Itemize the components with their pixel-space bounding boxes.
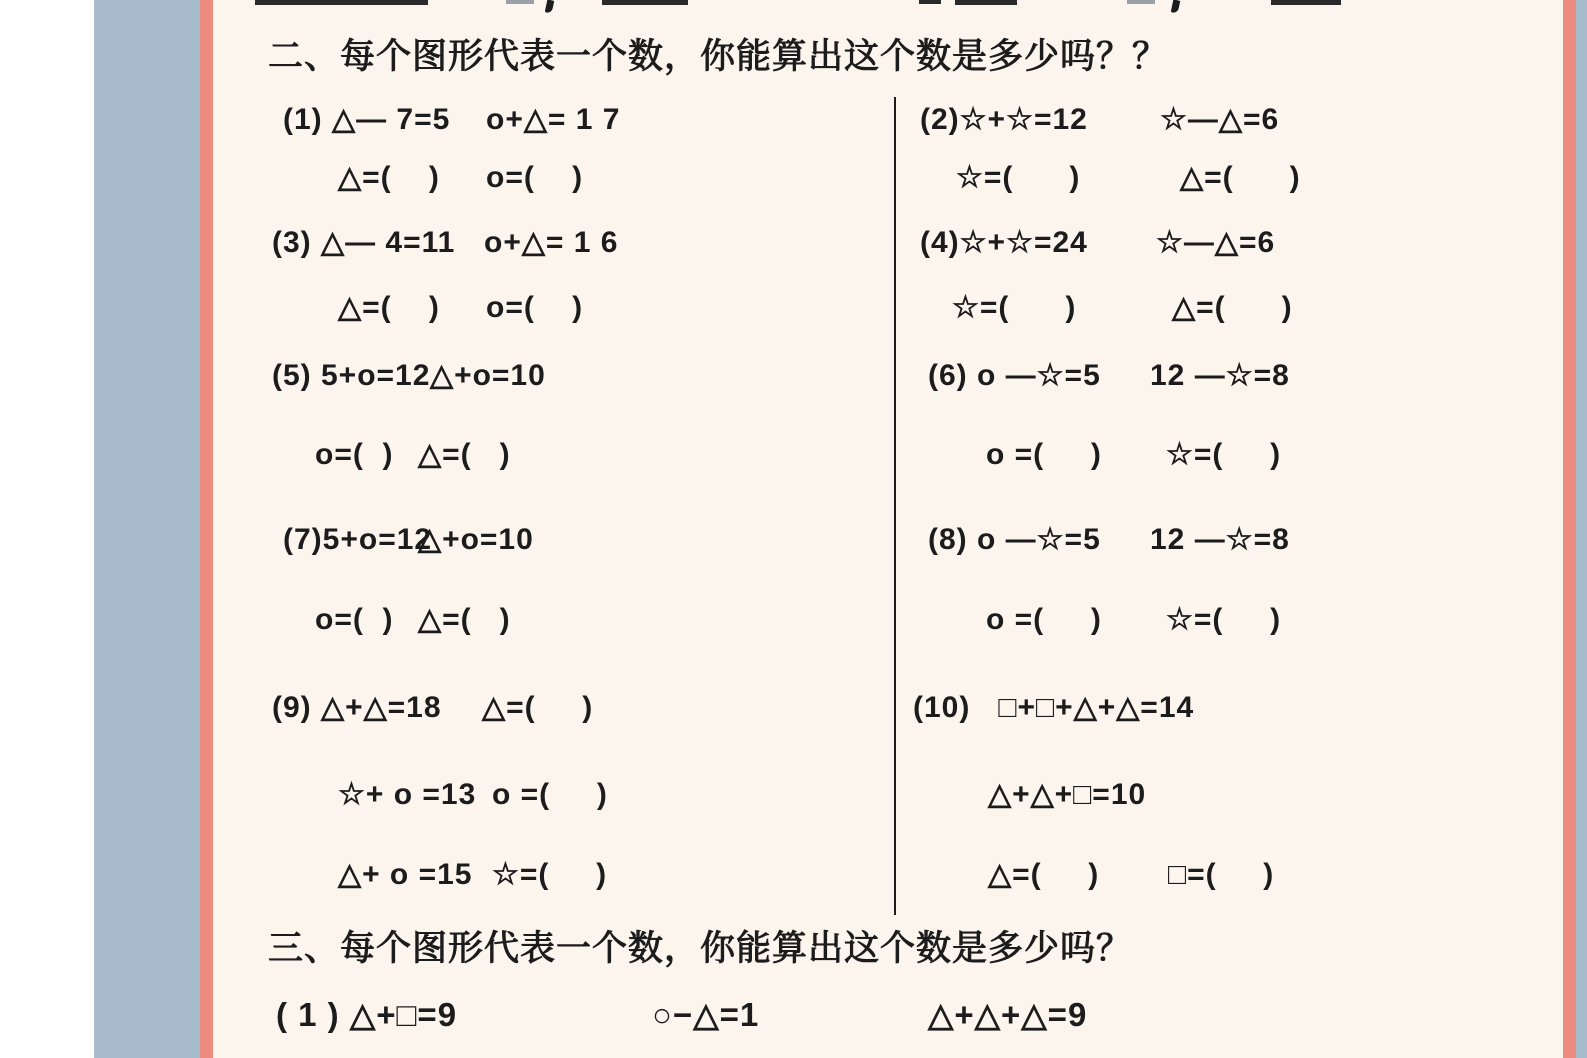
s3-problem-1-equation-3: △+△+△=9 [928,996,1088,1033]
problem-6-answer-2: ☆=( ) [1166,438,1282,471]
problem-5-equation-1: (5) 5+o=12 [272,359,431,392]
problem-5-answer-1: o=( ) [315,438,394,471]
problem-8-answer-1: o =( ) [986,603,1102,636]
problem-2-answer-2: △=( ) [1180,161,1301,194]
problem-7-equation-2: △+o=10 [418,523,534,556]
problem-5-equation-2: △+o=10 [430,359,546,392]
problem-9-answer-tri: △=( ) [482,691,594,724]
problem-7-answer-1: o=( ) [315,603,394,636]
problem-3-answer-1: △=( ) [338,291,440,324]
cutoff-text-fragment [919,0,941,4]
problem-6-equation-1: (6) o —☆=5 [928,359,1101,392]
problem-4-answer-1: ☆=( ) [952,291,1077,324]
problem-3-equation-2: o+△= 1 6 [484,226,619,259]
problem-9-equation-1: (9) △+△=18 [272,691,442,724]
problem-10-equation-2: △+△+□=10 [988,778,1147,811]
problem-9-equation-2: ☆+ o =13 [338,778,477,811]
problem-4-answer-2: △=( ) [1172,291,1293,324]
cutoff-text-fragment [1271,0,1341,5]
problem-4-equation-1: (4)☆+☆=24 [920,226,1088,259]
column-divider-line [894,97,896,915]
s3-problem-1-equation-2: ○−△=1 [652,996,760,1033]
right-blue-band [1576,0,1587,1058]
problem-3-answer-2: o=( ) [486,291,584,324]
section-2-title: 二、每个图形代表一个数，你能算出这个数是多少吗？？ [268,36,1169,77]
problem-9-answer-o: o =( ) [492,778,608,811]
problem-9-answer-star: ☆=( ) [492,858,608,891]
problem-2-equation-1: (2)☆+☆=12 [920,103,1088,136]
problem-8-equation-2: 12 —☆=8 [1150,523,1290,556]
s3-problem-1-equation-1: ( 1 ) △+□=9 [276,996,458,1033]
problem-8-equation-1: (8) o —☆=5 [928,523,1101,556]
problem-1-answer-2: o=( ) [486,161,584,194]
problem-1-equation-2: o+△= 1 7 [486,103,621,136]
problem-2-equation-2: ☆—△=6 [1160,103,1280,136]
cutoff-text-fragment [955,0,1017,5]
left-blue-band [94,0,200,1058]
right-salmon-band [1563,0,1576,1058]
problem-7-answer-2: △=( ) [418,603,511,636]
problem-7-equation-1: (7)5+o=12 [283,523,433,556]
problem-6-answer-1: o =( ) [986,438,1102,471]
problem-10-answer-sq: □=( ) [1168,858,1275,891]
section-3-title: 三、每个图形代表一个数，你能算出这个数是多少吗？ [268,928,1133,969]
problem-2-answer-1: ☆=( ) [956,161,1081,194]
problem-1-equation-1: (1) △— 7=5 [283,103,451,136]
cutoff-text-fragment [1127,0,1155,4]
problem-6-equation-2: 12 —☆=8 [1150,359,1290,392]
cutoff-text-fragment [602,0,688,5]
problem-8-answer-2: ☆=( ) [1166,603,1282,636]
cutoff-text-fragment [255,0,428,5]
problem-5-answer-2: △=( ) [418,438,511,471]
cutoff-text-fragment [506,0,534,4]
problem-10-equation-1: (10) □+□+△+△=14 [913,691,1195,724]
problem-9-equation-3: △+ o =15 [338,858,473,891]
problem-3-equation-1: (3) △— 4=11 [272,226,456,259]
left-salmon-band [200,0,213,1058]
problem-4-equation-2: ☆—△=6 [1156,226,1276,259]
problem-1-answer-1: △=( ) [338,161,440,194]
problem-10-answer-tri: △=( ) [988,858,1100,891]
